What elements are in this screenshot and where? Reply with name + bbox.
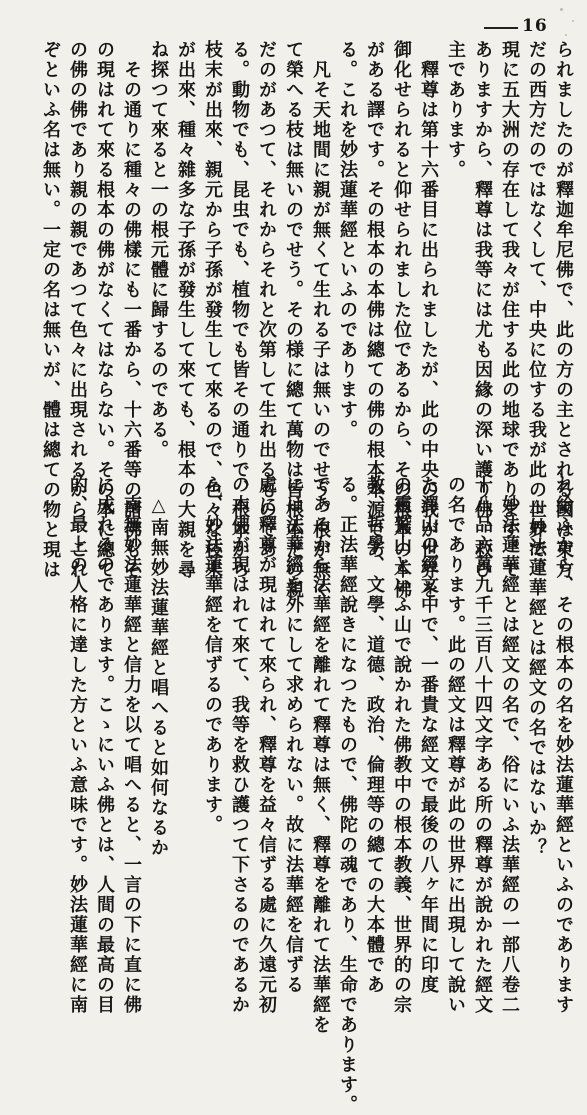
text-column: られましたのが釋迦牟尼佛で、此の方の主とされる國は東方 [553, 40, 574, 580]
text-column: だのがあつて、それからそれと次第して生れ出るものであ [256, 40, 277, 560]
section-heading: △南無妙法蓮華經と唱へると如何なるか [148, 475, 169, 858]
text-column: 處に釋尊が現はれて來られ、釋尊を益々信ずる處に久遠元初 [256, 475, 277, 1015]
text-column: れ給ふから、その根本の名を妙法蓮華經といふのであります [553, 475, 574, 1015]
text-column: の靈鷲山といふ山で說かれた佛教中の根本教義、世界的の宗 [391, 475, 412, 1015]
paper-speck [572, 20, 574, 22]
text-column: の名であります。此の經文は釋尊が此の世界に出現して說い [445, 475, 466, 1015]
text-column: 的、最上の人格に達した方といふ意味です。妙法蓮華經に南 [67, 475, 88, 1015]
text-column: 現に五大洲の存在して我々が住する此の地球であります。で [499, 40, 520, 580]
section-heading: △妙法蓮華經とは經文の名ではないか？ [526, 475, 547, 858]
text-column: の佛の佛であり親の親であつて色々に出現されるから、これ [67, 40, 88, 580]
text-column: には法華經を外にして求められない。故に法華經を信ずる [283, 475, 304, 995]
text-column: 釋尊は第十六番目に出られましたが、此の中央の我が世界を [418, 40, 439, 600]
page-number: 16 [522, 16, 548, 36]
text-column: ら、妙法蓮華經を信ずるのであります。 [202, 475, 223, 835]
text-column: 凡そ天地間に親が無くて生れる子は無いのでせう。根が無く [310, 40, 331, 600]
text-column: 主であります。 [445, 40, 466, 180]
text-column: る。これを妙法蓮華經といふのであります。 [337, 40, 358, 440]
text-column: の現はれて來る根本の佛がなくてはならない。その本に總て [94, 40, 115, 580]
paper-speck [565, 34, 567, 36]
header-rule [484, 27, 518, 29]
text-column: ありますから、釋尊は我等には尤も因緣の深い護り佛、救ひ [472, 40, 493, 580]
text-column: る。動物でも、昆虫でも、植物でも皆その通りで、根本から [229, 40, 250, 580]
text-column: 枝末が出來、親元から子孫が發生して來るので、色々な枝末 [202, 40, 223, 580]
text-column: だの西方だのではなくして、中央に位する我が此の世界で、 [526, 40, 547, 580]
text-column: る。正法華經說きになつたもので、佛陀の魂であり、生命であります。 [337, 475, 358, 1115]
paper-speck [560, 8, 563, 11]
text-column: の本佛が現はれて來て、我等を救ひ護つて下さるのであるか [229, 475, 250, 1015]
text-column: 教、哲學、文學、道德、政治、倫理等の總ての大本體であ [364, 475, 385, 995]
text-column: ぞといふ名は無い。一定の名は無いが、體は總ての物と現は [40, 40, 61, 580]
text-column: がある譯です。その根本の本佛は總ての佛の根本本源であ [364, 40, 385, 560]
text-column: 妙法蓮華經とは經文の名で、俗にいふ法華經の一部八卷二 [499, 475, 520, 1015]
text-column: に成れるのであります。こゝにいふ佛とは、人間の最高の目 [94, 475, 115, 1015]
text-column: て榮へる枝は無いのでせう。その様に總て萬物は皆根本だの親 [283, 40, 304, 600]
text-column: 十八品六萬九千三百八十四文字ある所の釋尊が說かれた經文 [472, 475, 493, 1015]
text-column: であるから法華經を離れて釋尊は無く、釋尊を離れて法華經を [310, 475, 331, 1035]
text-column: その通りに種々の佛樣にも一番から、十六番等の諸佛もそ [121, 40, 142, 580]
text-column: 御化せられると仰せられました位であるから、その根本の本佛 [391, 40, 412, 600]
text-column: 南無妙法蓮華經と信力を以て唱へると、一言の下に直に佛 [121, 475, 142, 1015]
text-column: が出來、種々雜多な子孫が發生して來ても、根本の大親を尋 [175, 40, 196, 580]
text-column: た澤山の經文中で、一番貴な經文で最後の八ヶ年間に印度 [418, 475, 439, 995]
text-column: ね探つて來ると一の根元體に歸するのである。 [148, 40, 169, 460]
